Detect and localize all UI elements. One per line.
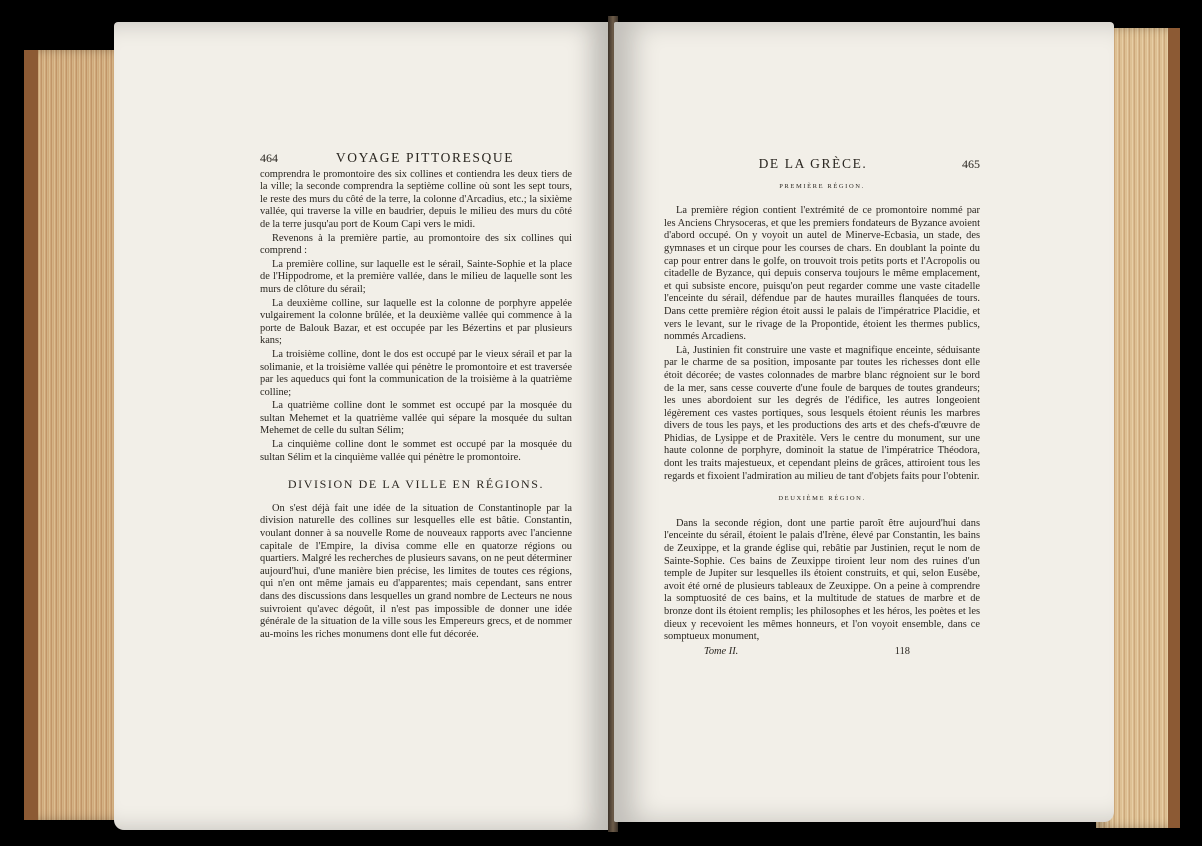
right-page (614, 22, 1114, 822)
left-running-head: VOYAGE PITTORESQUE (335, 150, 515, 165)
paragraph: La quatrième colline dont le sommet est occupé par la mosquée du sultan Mehemet et la quatrième vallée qui sépare la mosquée du sultan Mehemet de celle du sultan Sélim; (260, 400, 572, 437)
left-page (114, 22, 610, 830)
right-text-column (664, 158, 980, 658)
paragraph: La première colline, sur laquelle est le sérail, Sainte-Sophie et la place de l'Hippodrome, et la première vallée, dans le milieu de laquelle sont les murs de clôture du sérail; (260, 258, 572, 295)
left-text-column (260, 152, 572, 642)
right-page-number: 465 (961, 157, 980, 171)
left-page-number: 464 (260, 151, 278, 165)
right-page-header (664, 158, 980, 171)
paragraph: La deuxième colline, sur laquelle est la colonne de porphyre appelée vulgairement la colonne brûlée, et la deuxième vallée qui commence à la porte de Balouk Bazar, et est occupée par les Bézertins et par plusieurs kans; (260, 297, 572, 347)
paragraph: comprendra le promontoire des six collines et contiendra les deux tiers de la ville; la seconde comprendra la septième colline où sont les sept tours, le reste des murs du côté de la terre, la colonne d'Arcadius, etc.; la sixième vallée, qui traverse la ville en baudrier, depuis le milieu des murs du côté de la terre jusqu'au port de Koum Capi vers le midi. (260, 168, 572, 230)
signature-line (664, 646, 980, 659)
right-running-head: DE LA GRÈCE. (758, 156, 868, 171)
paragraph: Là, Justinien fit construire une vaste et magnifique enceinte, séduisante par le charme de sa position, imposante par toutes les richesses dont elle étoit décorée; de vastes colonnades de marbre blanc régnoient sur le bord de la mer, sans cesse couverte d'une foule de barques de toutes grandeurs; les unes abordoient sur les degrés de l'édifice, les autres longeoient légèrement ces vastes portiques, sous lesquels étoient réunis les marbres divers de tous les pays, et les productions des arts et des chefs-d'œuvre de Phidias, de Lysippe et de Praxitèle. Vers le centre du monument, sur une haute colonne de porphyre, dominoit la statue de l'impératrice Théodora, dont les traits majestueux, et cependant pleins de grâces, attiroient tous les regards et fixoient l'admiration au milieu de tant d'objets faits pour l'obtenir. (664, 344, 980, 482)
left-page-header (260, 152, 572, 165)
open-book (24, 10, 1180, 838)
paragraph: La première région contient l'extrémité de ce promontoire nommé par les Anciens Chrysoceras, et que les premiers fondateurs de Byzance avoient d'abord occupé. On y voyoit un autel de Minerve-Ecbasia, un stade, des gymnases et un cirque pour les courses de chars. En doublant la pointe du cap pour entrer dans le golfe, on trouvoit trois petits ports et l'Acropolis ou citadelle de Byzance, qui depuis conserva toujours le même emplacement, et qui subsiste encore, puisqu'on peut regarder comme une vaste citadelle l'enceinte du sérail, défendue par de hautes murailles flanquées de tours. Dans cette première région étoit aussi le palais de l'impératrice Placidie, et vers le levant, sur le rivage de la Propontide, étoient les thermes publics, nommés Arcadiens. (664, 205, 980, 343)
paragraph: Revenons à la première partie, au promontoire des six collines qui comprend : (260, 232, 572, 257)
paragraph: La troisième colline, dont le dos est occupé par le vieux sérail et par la solimanie, et la troisième vallée qui pénètre le promontoire et est traversée par les aqueducs qui font la communication de la troisième à la quatrième colline; (260, 348, 572, 398)
paragraph: Dans la seconde région, dont une partie paroît être aujourd'hui dans l'enceinte du sérail, étoient le palais d'Irène, élevé par Constantin, les bains de Zeuxippe, et la grande église qui, rebâtie par Justinien, reçut le nom de Sainte-Sophie. Ces bains de Zeuxippe tiroient leur nom des ruines d'un temple de Jupiter sur lesquelles ils étoient construits, et qui, selon Eusèbe, avoit été orné de plusieurs tableaux de Zeuxippe. On a peine à comprendre la somptuosité de ces bains, et la multitude de statues de marbre et de bronze dont ils étoient remplis; les philosophes et les héros, les poètes et les dieux y recevoient les mêmes honneurs, et l'on voyoit ensemble, dans ce somptueux monument, (664, 517, 980, 643)
section-title: DIVISION DE LA VILLE EN RÉGIONS. (287, 477, 545, 492)
paragraph: La cinquième colline dont le sommet est occupé par la mosquée du sultan Sélim et la cinquième vallée qui pénètre le promontoire. (260, 439, 572, 463)
subhead-second-region: DEUXIÈME RÉGION. (778, 495, 866, 503)
paragraph: On s'est déjà fait une idée de la situation de Constantinople par la division naturelle des collines sur lesquelles elle est bâtie. Constantin, voulant donner à sa nouvelle Rome de nouveaux rapports avec l'ancienne capitale de l'Empire, la divisa comme elle en quatorze régions ou quartiers. Malgré les recherches de plusieurs savans, on ne peut déterminer aujourd'hui, d'une manière bien précise, les limites de toutes ces régions, qui n'en ont même jamais eu d'apparentes; mais cependant, sans entrer dans des discussions dans lesquelles un grand nombre de Lecteurs ne nous suivroient qu'avec dégoût, il n'est pas impossible de donner une idée générale de la situation de la ville sous les Empereurs grecs, et de nommer au-moins les riches monumens dont elle fut décorée. (260, 502, 572, 640)
volume-mark: Tome II. (704, 645, 739, 657)
gathering-number: 118 (894, 645, 910, 657)
subhead-first-region: PREMIÈRE RÉGION. (779, 182, 865, 190)
